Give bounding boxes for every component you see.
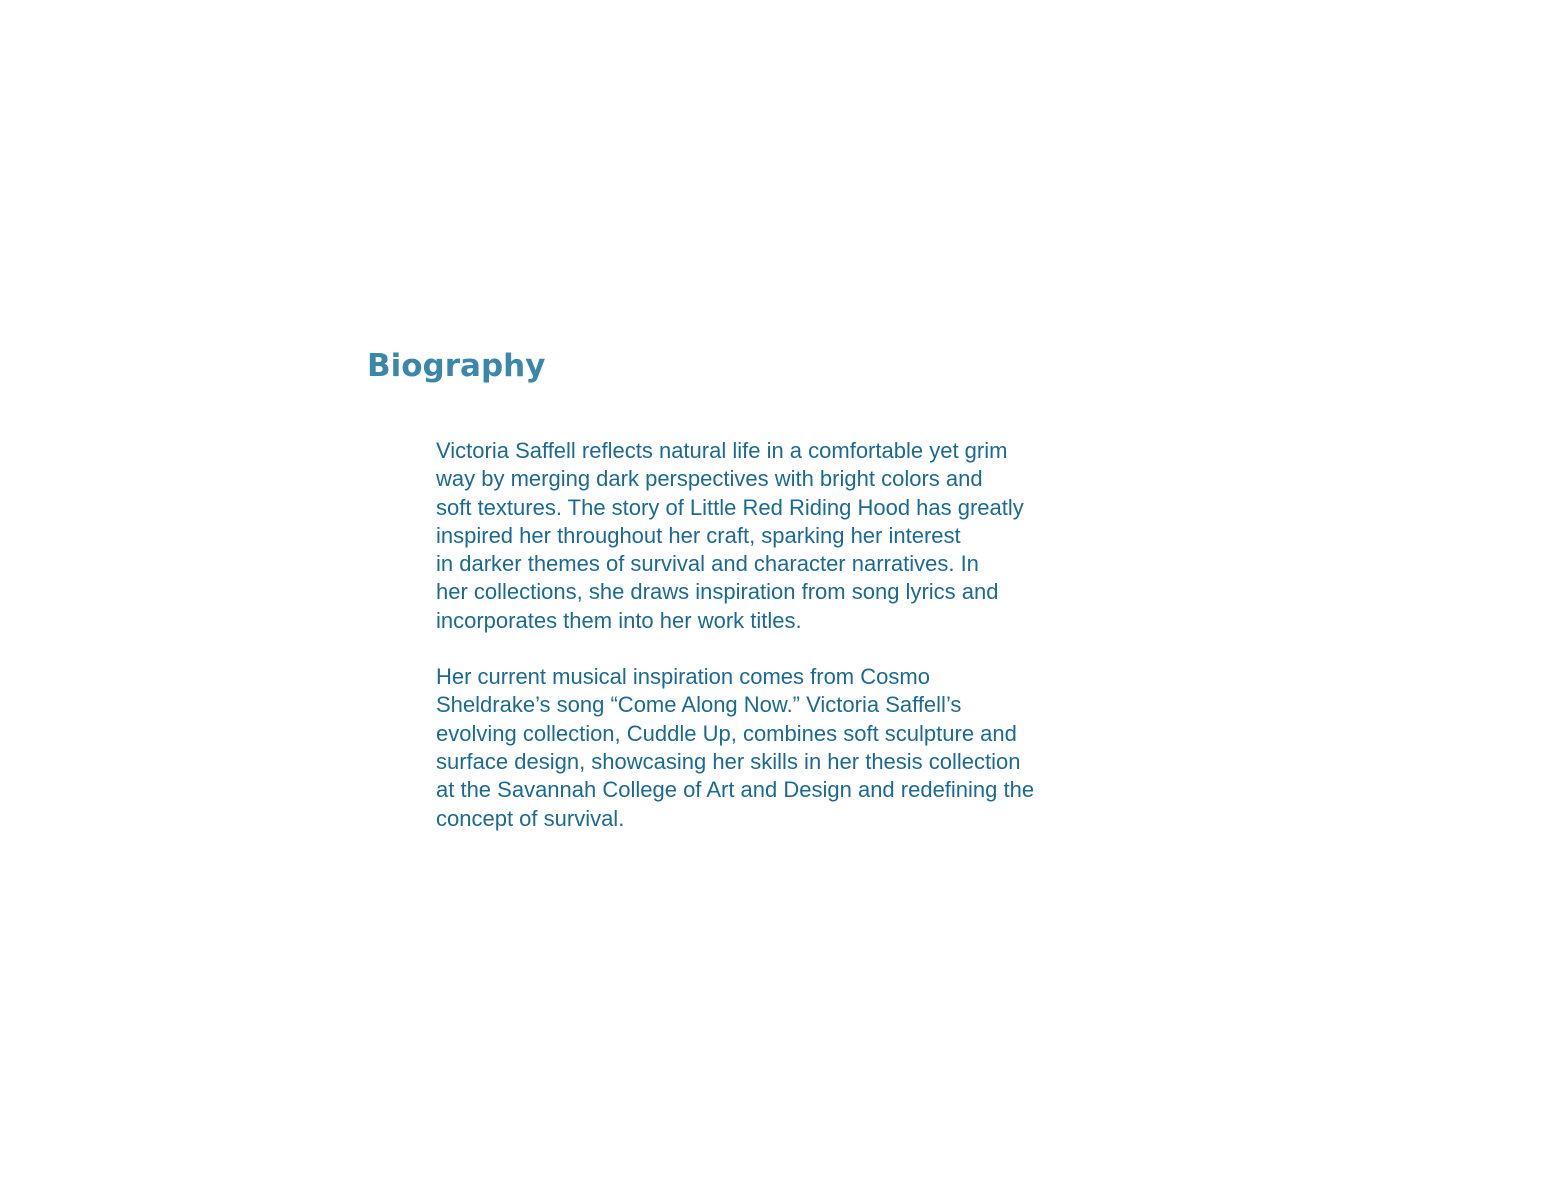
text-line: Her current musical inspiration comes from Cosmo [436, 664, 930, 690]
text-line: her collections, she draws inspiration from song lyrics and [436, 579, 999, 605]
text-line: way by merging dark perspectives with bright colors and [436, 466, 983, 492]
biography-body [436, 437, 1136, 833]
text-line: surface design, showcasing her skills in her thesis collection [436, 748, 1021, 774]
text-line: Sheldrake’s song “Come Along Now.” Victoria Saffell’s [436, 692, 962, 718]
page-title: Biography [367, 348, 546, 384]
text-line: Victoria Saffell reflects natural life in a comfortable yet grim [436, 438, 1008, 463]
text-line: incorporates them into her work titles. [436, 607, 802, 633]
text-line: soft textures. The story of Little Red Riding Hood has greatly [436, 494, 1024, 520]
text-line: in darker themes of survival and character narratives. In [436, 551, 979, 577]
text-line: concept of survival. [436, 805, 625, 831]
text-line: evolving collection, Cuddle Up, combines soft sculpture and [436, 720, 1017, 746]
text-line: inspired her throughout her craft, sparking her interest [436, 522, 961, 548]
paragraph-1 [436, 437, 1136, 635]
text-line: at the Savannah College of Art and Design and redefining the [436, 777, 1035, 803]
paragraph-2 [436, 663, 1136, 833]
